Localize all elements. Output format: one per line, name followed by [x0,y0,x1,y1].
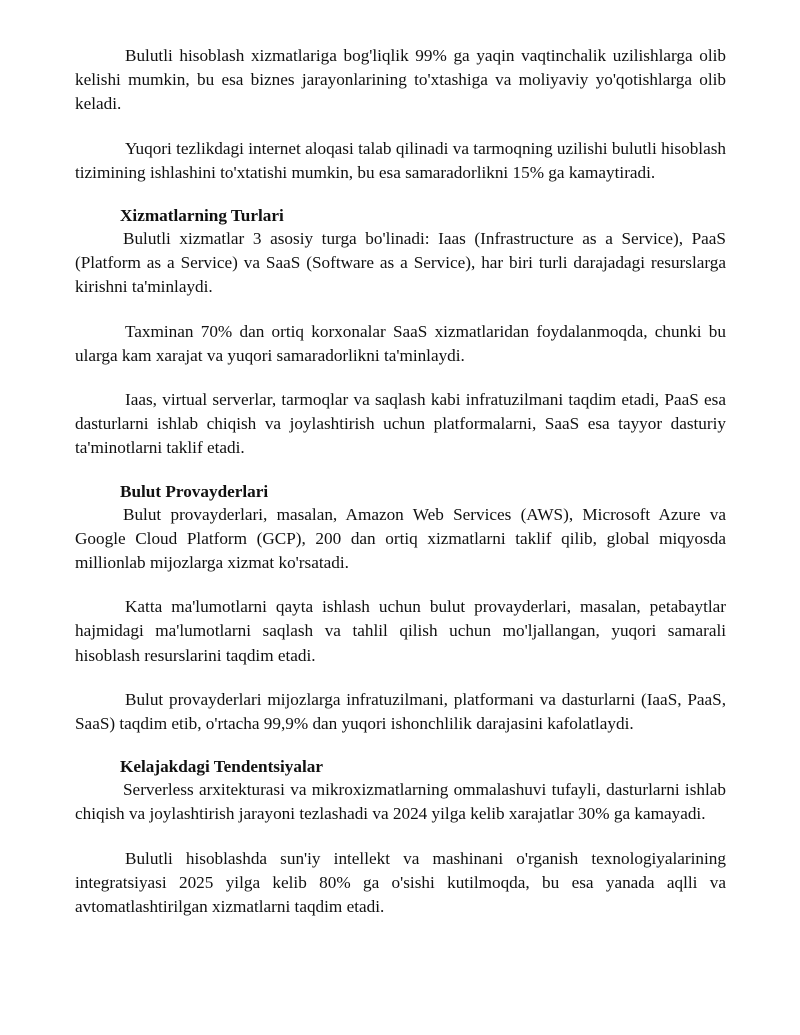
paragraph: Katta ma'lumotlarni qayta ishlash uchun bulut provayderlari, masalan, petabaytlar hajmidagi ma'lumotlarni saqlash va tahlil qilish uchun mo'ljallangan, yuqori samarali hisoblash resurslarini taqdim etadi. [75,597,726,665]
paragraph: Bulut provayderlari mijozlarga infratuzilmani, platformani va dasturlarni (IaaS, PaaS, SaaS) taqdim etib, o'rtacha 99,9% dan yuqori ishonchlilik darajasini kafolatlaydi. [75,689,726,734]
section-heading: Bulut Provayderlari [120,481,269,501]
paragraph: Bulutli xizmatlar 3 asosiy turga bo'linadi: Iaas (Infrastructure as a Service), PaaS (Platform as a Service) va SaaS (Software as a Service), har biri turli darajadagi resurslarga kirishni ta'minlaydi. [75,229,726,297]
section-heading: Xizmatlarning Turlari [120,206,284,226]
document-page [75,44,726,939]
section-future-trends [75,756,726,919]
paragraph: Bulutli hisoblashda sun'iy intellekt va mashinani o'rganish texnologiyalarining integratsiyasi 2025 yilga kelib 80% ga o'sishi kutilmoqda, bu esa yanada aqlli va avtomatlashtirilgan xizmatlarni taqdim etadi. [75,848,726,917]
paragraph: Taxminan 70% dan ortiq korxonalar SaaS xizmatlaridan foydalanmoqda, chunki bu ularga kam xarajat va yuqori samaradorlikni ta'minlaydi. [75,321,726,365]
paragraph: Yuqori tezlikdagi internet aloqasi talab qilinadi va tarmoqning uzilishi bulutli hisoblash tizimining ishlashini to'xtatishi mumkin, bu esa samaradorlikni 15% ga kamaytiradi. [75,138,726,182]
paragraph: Iaas, virtual serverlar, tarmoqlar va saqlash kabi infratuzilmani taqdim etadi, PaaS esa dasturlarni ishlab chiqish va joylashtirish uchun platformalarni, SaaS esa tayyor dasturiy ta'minotlarni taklif etadi. [75,390,726,458]
paragraph: Bulut provayderlari, masalan, Amazon Web Services (AWS), Microsoft Azure va Google Cloud Platform (GCP), 200 dan ortiq xizmatlarni taklif qilib, global miqyosda millionlab mijozlarga xizmat ko'rsatadi. [75,504,726,573]
paragraph: Bulutli hisoblash xizmatlariga bog'liqlik 99% ga yaqin vaqtinchalik uzilishlarga olib kelishi mumkin, bu esa biznes jarayonlarining to'xtashiga va moliyaviy yo'qotishlarga olib keladi. [75,46,726,114]
paragraph: Serverless arxitekturasi va mikroxizmatlarning ommalashuvi tufayli, dasturlarni ishlab chiqish va joylashtirish jarayoni tezlashadi va 2024 yilga kelib xarajatlar 30% ga kamayadi. [75,780,726,824]
section-service-types [75,205,726,461]
section-cloud-providers [75,481,726,737]
intro-section [75,44,726,185]
section-heading: Kelajakdagi Tendentsiyalar [120,757,323,777]
